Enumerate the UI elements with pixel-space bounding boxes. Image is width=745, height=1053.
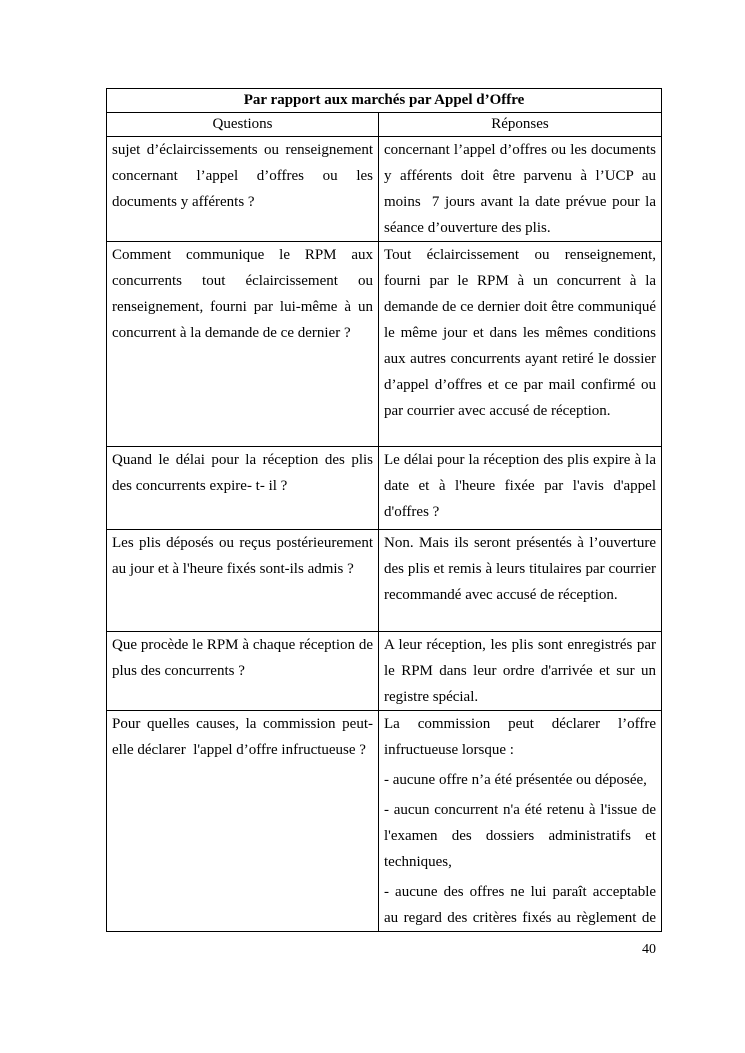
answer-bullet: - aucune des offres ne lui paraît acceptable au regard des critères fixés au règlement de xyxy=(384,884,657,926)
question-text: Les plis déposés ou reçus postérieurement au jour et à l'heure fixés sont-ils admis ? xyxy=(112,535,373,577)
answer-text: Tout éclaircissement ou renseignement, fourni par le RPM à un concurrent à la demande de ce dernier doit être communiqué le même jour et dans les mêmes conditions aux autres concurrents ayant retiré le dossier d’appel d’offres et ce par mail confirmé ou par courrier avec accusé de réception. xyxy=(384,247,657,419)
answer-text: Non. Mais ils seront présentés à l’ouverture des plis et remis à leurs titulaires par courrier recommandé avec accusé de réception. xyxy=(384,535,657,603)
answer-cell xyxy=(379,530,662,632)
column-header-questions: Questions xyxy=(107,113,379,137)
question-cell xyxy=(107,242,379,447)
question-cell xyxy=(107,632,379,711)
answer-cell xyxy=(379,447,662,530)
question-cell xyxy=(107,447,379,530)
question-text: Que procède le RPM à chaque réception de plus des concurrents ? xyxy=(112,637,373,679)
answer-text: concernant l’appel d’offres ou les documents y afférents doit être parvenu à l’UCP au moins 7 jours avant la date prévue pour la séance d’ouverture des plis. xyxy=(384,142,657,236)
question-text: sujet d’éclaircissements ou renseignement concernant l’appel d’offres ou les documents y afférents ? xyxy=(112,142,373,210)
table-row xyxy=(107,632,662,711)
answer-cell xyxy=(379,242,662,447)
question-text: Comment communique le RPM aux concurrents tout éclaircissement ou renseignement, fourni par lui-même à un concurrent à la demande de ce dernier ? xyxy=(112,247,373,341)
question-cell xyxy=(107,711,379,932)
answer-bullet: - aucun concurrent n'a été retenu à l'issue de l'examen des dossiers administratifs et techniques, xyxy=(384,802,657,870)
table-title: Par rapport aux marchés par Appel d’Offre xyxy=(107,89,662,113)
question-cell xyxy=(107,530,379,632)
question-text: Pour quelles causes, la commission peut-elle déclarer l'appel d’offre infructueuse ? xyxy=(112,716,373,758)
answer-text: La commission peut déclarer l’offre infructueuse lorsque : xyxy=(384,716,657,758)
table-row xyxy=(107,711,662,932)
answer-text: A leur réception, les plis sont enregistrés par le RPM dans leur ordre d'arrivée et sur un registre spécial. xyxy=(384,637,657,705)
table-row xyxy=(107,137,662,242)
answer-cell xyxy=(379,137,662,242)
answer-cell xyxy=(379,711,662,932)
answer-text: Le délai pour la réception des plis expire à la date et à l'heure fixée par l'avis d'appel d'offres ? xyxy=(384,452,657,520)
table-row xyxy=(107,447,662,530)
page-number: 40 xyxy=(642,942,656,957)
column-header-reponses: Réponses xyxy=(379,113,662,137)
table-header-row xyxy=(107,113,662,137)
answer-bullet: - aucune offre n’a été présentée ou déposée, xyxy=(384,772,647,788)
table-row xyxy=(107,530,662,632)
question-text: Quand le délai pour la réception des plis des concurrents expire- t- il ? xyxy=(112,452,373,494)
table-title-row xyxy=(107,89,662,113)
question-cell xyxy=(107,137,379,242)
qa-table xyxy=(106,88,662,932)
answer-cell xyxy=(379,632,662,711)
table-row xyxy=(107,242,662,447)
